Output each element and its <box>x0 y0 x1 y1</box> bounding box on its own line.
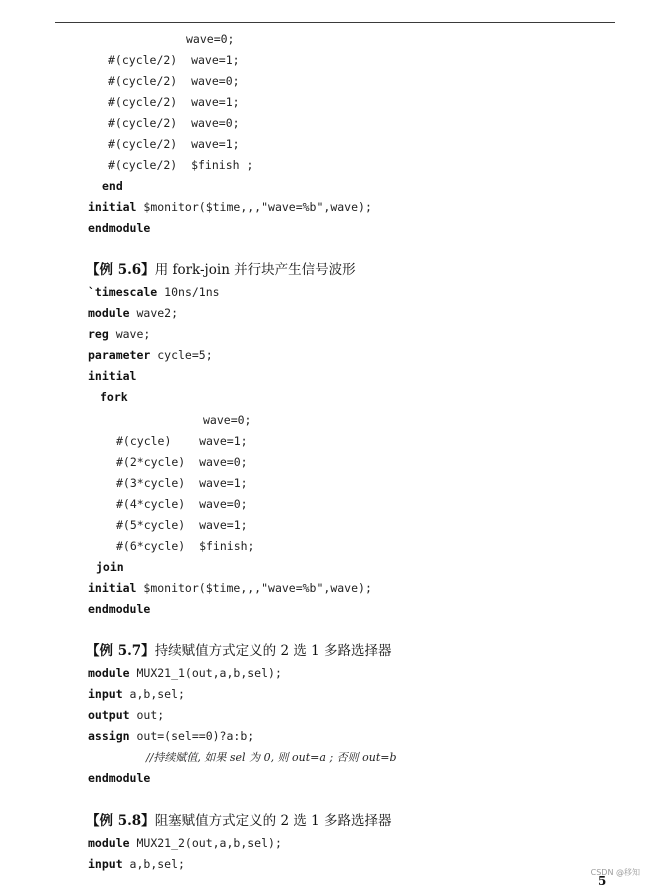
code-line: fork <box>100 390 128 404</box>
code-line: `timescale 10ns/1ns <box>88 285 220 299</box>
code-line: initial $monitor($time,,,"wave=%b",wave); <box>88 581 372 595</box>
header-rule <box>55 22 615 23</box>
code-line: initial <box>88 369 137 383</box>
code-line: #(cycle/2) $finish ; <box>108 158 254 172</box>
example-heading: 【例 5.8】阻塞赋值方式定义的 2 选 1 多路选择器 <box>86 813 392 829</box>
code-line: #(5*cycle) wave=1; <box>116 518 248 532</box>
code-line: initial $monitor($time,,,"wave=%b",wave); <box>88 200 372 214</box>
code-line: #(cycle/2) wave=0; <box>108 116 240 130</box>
code-line: output out; <box>88 708 165 722</box>
code-line: #(2*cycle) wave=0; <box>116 455 248 469</box>
code-line: input a,b,sel; <box>88 687 185 701</box>
code-line: module wave2; <box>88 306 179 320</box>
code-line: #(cycle/2) wave=1; <box>108 53 240 67</box>
code-line: parameter cycle=5; <box>88 348 213 362</box>
code-line: wave=0; <box>186 32 235 46</box>
code-line: #(cycle/2) wave=1; <box>108 137 240 151</box>
code-line: #(cycle/2) wave=1; <box>108 95 240 109</box>
example-heading: 【例 5.7】持续赋值方式定义的 2 选 1 多路选择器 <box>86 643 392 659</box>
code-comment: //持续赋值, 如果 sel 为 0, 则 out=a ; 否则 out=b <box>146 751 397 764</box>
example-heading: 【例 5.6】用 fork-join 并行块产生信号波形 <box>86 262 356 278</box>
code-line: endmodule <box>88 602 151 616</box>
code-line: reg wave; <box>88 327 151 341</box>
code-line: #(4*cycle) wave=0; <box>116 497 248 511</box>
code-line: join <box>96 560 124 574</box>
code-line: module MUX21_2(out,a,b,sel); <box>88 836 282 850</box>
code-line: #(6*cycle) $finish; <box>116 539 255 553</box>
code-line: endmodule <box>88 771 151 785</box>
code-line: end <box>102 179 123 193</box>
code-line: #(cycle) wave=1; <box>116 434 248 448</box>
code-line: #(cycle/2) wave=0; <box>108 74 240 88</box>
code-line: input a,b,sel; <box>88 857 185 871</box>
code-line: endmodule <box>88 221 151 235</box>
watermark: CSDN @移知 <box>590 868 640 877</box>
code-line: wave=0; <box>203 413 252 427</box>
code-line: assign out=(sel==0)?a:b; <box>88 729 255 743</box>
page-number: 5 <box>598 874 607 888</box>
code-line: #(3*cycle) wave=1; <box>116 476 248 490</box>
code-line: module MUX21_1(out,a,b,sel); <box>88 666 282 680</box>
